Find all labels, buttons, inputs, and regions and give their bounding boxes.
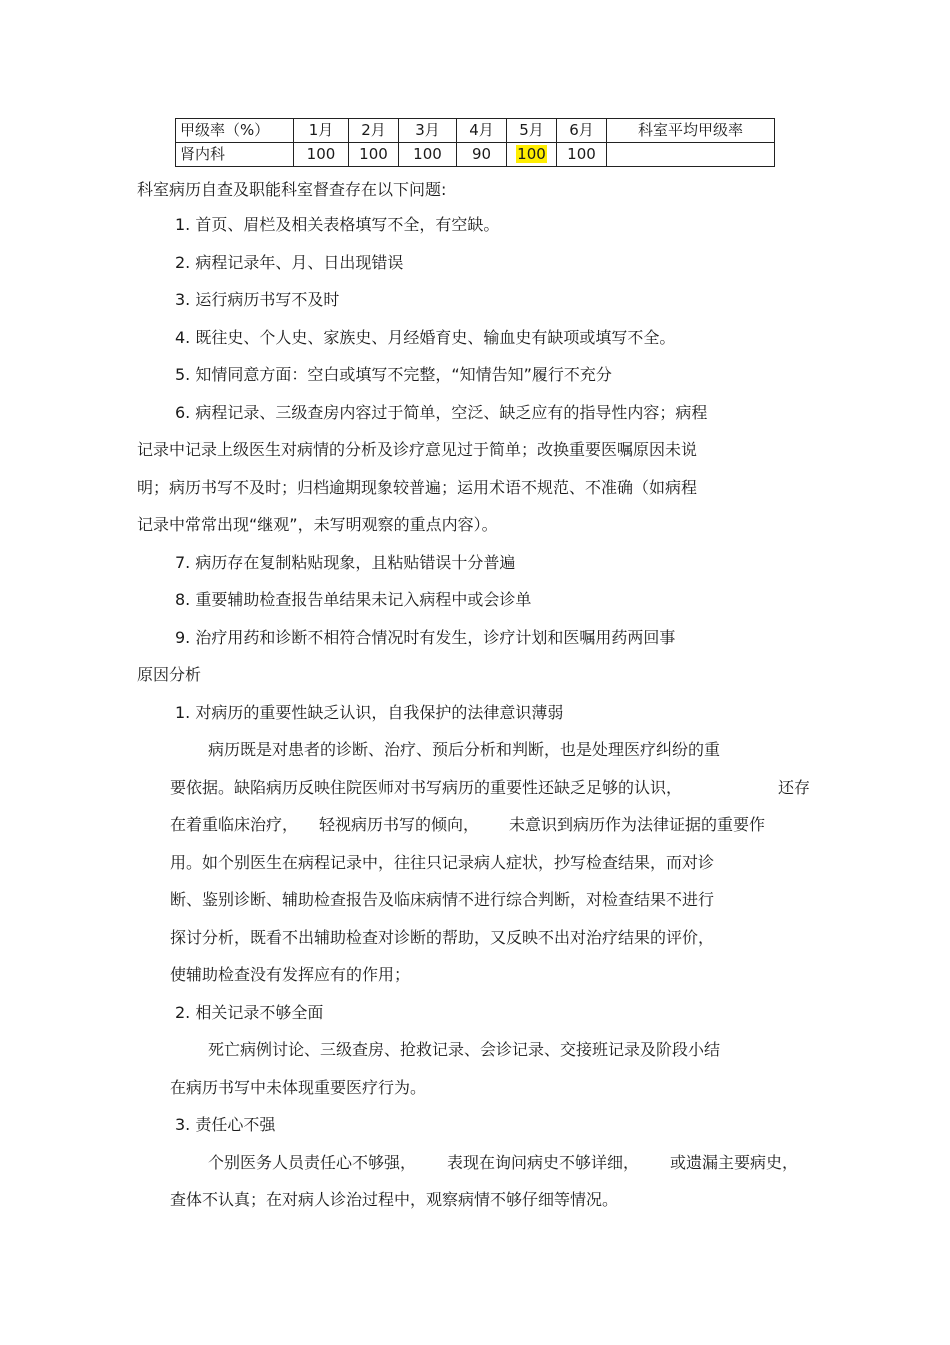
problem-item: 1. 首页、眉栏及相关表格填写不全，有空缺。 — [175, 215, 500, 234]
problem-item-continuation: 明；病历书写不及时；归档逾期现象较普遍；运用术语不规范、不准确（如病程 — [137, 478, 698, 497]
analysis-paragraph: 或遗漏主要病史， — [670, 1153, 799, 1172]
table-cell: 100 — [399, 143, 457, 167]
analysis-paragraph: 要依据。缺陷病历反映住院医师对书写病历的重要性还缺乏足够的认识， — [170, 778, 683, 797]
problem-item: 8. 重要辅助检查报告单结果未记入病程中或会诊单 — [175, 590, 532, 609]
problem-item: 2. 病程记录年、月、日出现错误 — [175, 253, 404, 272]
table-header-cell: 6月 — [557, 119, 607, 143]
table-cell-average — [607, 143, 775, 167]
problem-item: 5. 知情同意方面：空白或填写不完整，“知情告知”履行不充分 — [175, 365, 612, 384]
analysis-heading: 1. 对病历的重要性缺乏认识，自我保护的法律意识薄弱 — [175, 703, 564, 722]
analysis-paragraph: 断、鉴别诊断、辅助检查报告及临床病情不进行综合判断，对检查结果不进行 — [170, 890, 715, 909]
table-header-cell: 1月 — [294, 119, 349, 143]
table-header-cell: 2月 — [349, 119, 399, 143]
analysis-paragraph: 用。如个别医生在病程记录中，往往只记录病人症状，抄写检查结果，而对诊 — [170, 853, 715, 872]
analysis-paragraph: 未意识到病历作为法律证据的重要作 — [509, 815, 766, 834]
table-cell: 100 — [557, 143, 607, 167]
problem-item: 7. 病历存在复制粘贴现象，且粘贴错误十分普遍 — [175, 553, 516, 572]
table-cell: 100 — [349, 143, 399, 167]
highlighted-value: 100 — [517, 145, 546, 163]
analysis-paragraph: 使辅助检查没有发挥应有的作用； — [170, 965, 411, 984]
problem-item: 9. 治疗用药和诊断不相符合情况时有发生，诊疗计划和医嘱用药两回事 — [175, 628, 676, 647]
table-header-cell: 4月 — [457, 119, 507, 143]
table-cell-highlighted — [507, 143, 557, 167]
table-header-cell: 甲级率（%） — [176, 119, 294, 143]
grade-rate-table — [175, 118, 775, 167]
analysis-heading: 3. 责任心不强 — [175, 1115, 276, 1134]
problems-title: 科室病历自查及职能科室督查存在以下问题: — [137, 180, 447, 199]
table-cell: 100 — [294, 143, 349, 167]
analysis-heading: 2. 相关记录不够全面 — [175, 1003, 324, 1022]
table-cell-department: 肾内科 — [176, 143, 294, 167]
problem-item-continuation: 记录中记录上级医生对病情的分析及诊疗意见过于简单；改换重要医嘱原因未说 — [137, 440, 698, 459]
analysis-paragraph: 病历既是对患者的诊断、治疗、预后分析和判断，也是处理医疗纠纷的重 — [208, 740, 721, 759]
table-cell: 90 — [457, 143, 507, 167]
analysis-paragraph: 探讨分析，既看不出辅助检查对诊断的帮助，又反映不出对治疗结果的评价， — [170, 928, 715, 947]
problem-item-continuation: 记录中常常出现“继观”，未写明观察的重点内容）。 — [137, 515, 498, 534]
table-header-cell: 科室平均甲级率 — [607, 119, 775, 143]
analysis-paragraph: 死亡病例讨论、三级查房、抢救记录、会诊记录、交接班记录及阶段小结 — [208, 1040, 721, 1059]
problem-item: 4. 既往史、个人史、家族史、月经婚育史、输血史有缺项或填写不全。 — [175, 328, 676, 347]
problem-item: 6. 病程记录、三级查房内容过于简单，空泛、缺乏应有的指导性内容；病程 — [175, 403, 708, 422]
table-header-cell: 3月 — [399, 119, 457, 143]
analysis-paragraph: 查体不认真；在对病人诊治过程中，观察病情不够仔细等情况。 — [170, 1190, 619, 1209]
problem-item: 3. 运行病历书写不及时 — [175, 290, 340, 309]
table-header-row — [176, 119, 775, 143]
analysis-paragraph: 还存 — [778, 778, 811, 797]
analysis-paragraph: 在病历书写中未体现重要医疗行为。 — [170, 1078, 427, 1097]
analysis-paragraph: 轻视病历书写的倾向， — [319, 815, 480, 834]
table-row — [176, 143, 775, 167]
analysis-paragraph: 表现在询问病史不够详细， — [447, 1153, 640, 1172]
table-header-cell: 5月 — [507, 119, 557, 143]
analysis-paragraph: 在着重临床治疗， — [170, 815, 299, 834]
analysis-title: 原因分析 — [137, 665, 202, 684]
analysis-paragraph: 个别医务人员责任心不够强， — [208, 1153, 417, 1172]
